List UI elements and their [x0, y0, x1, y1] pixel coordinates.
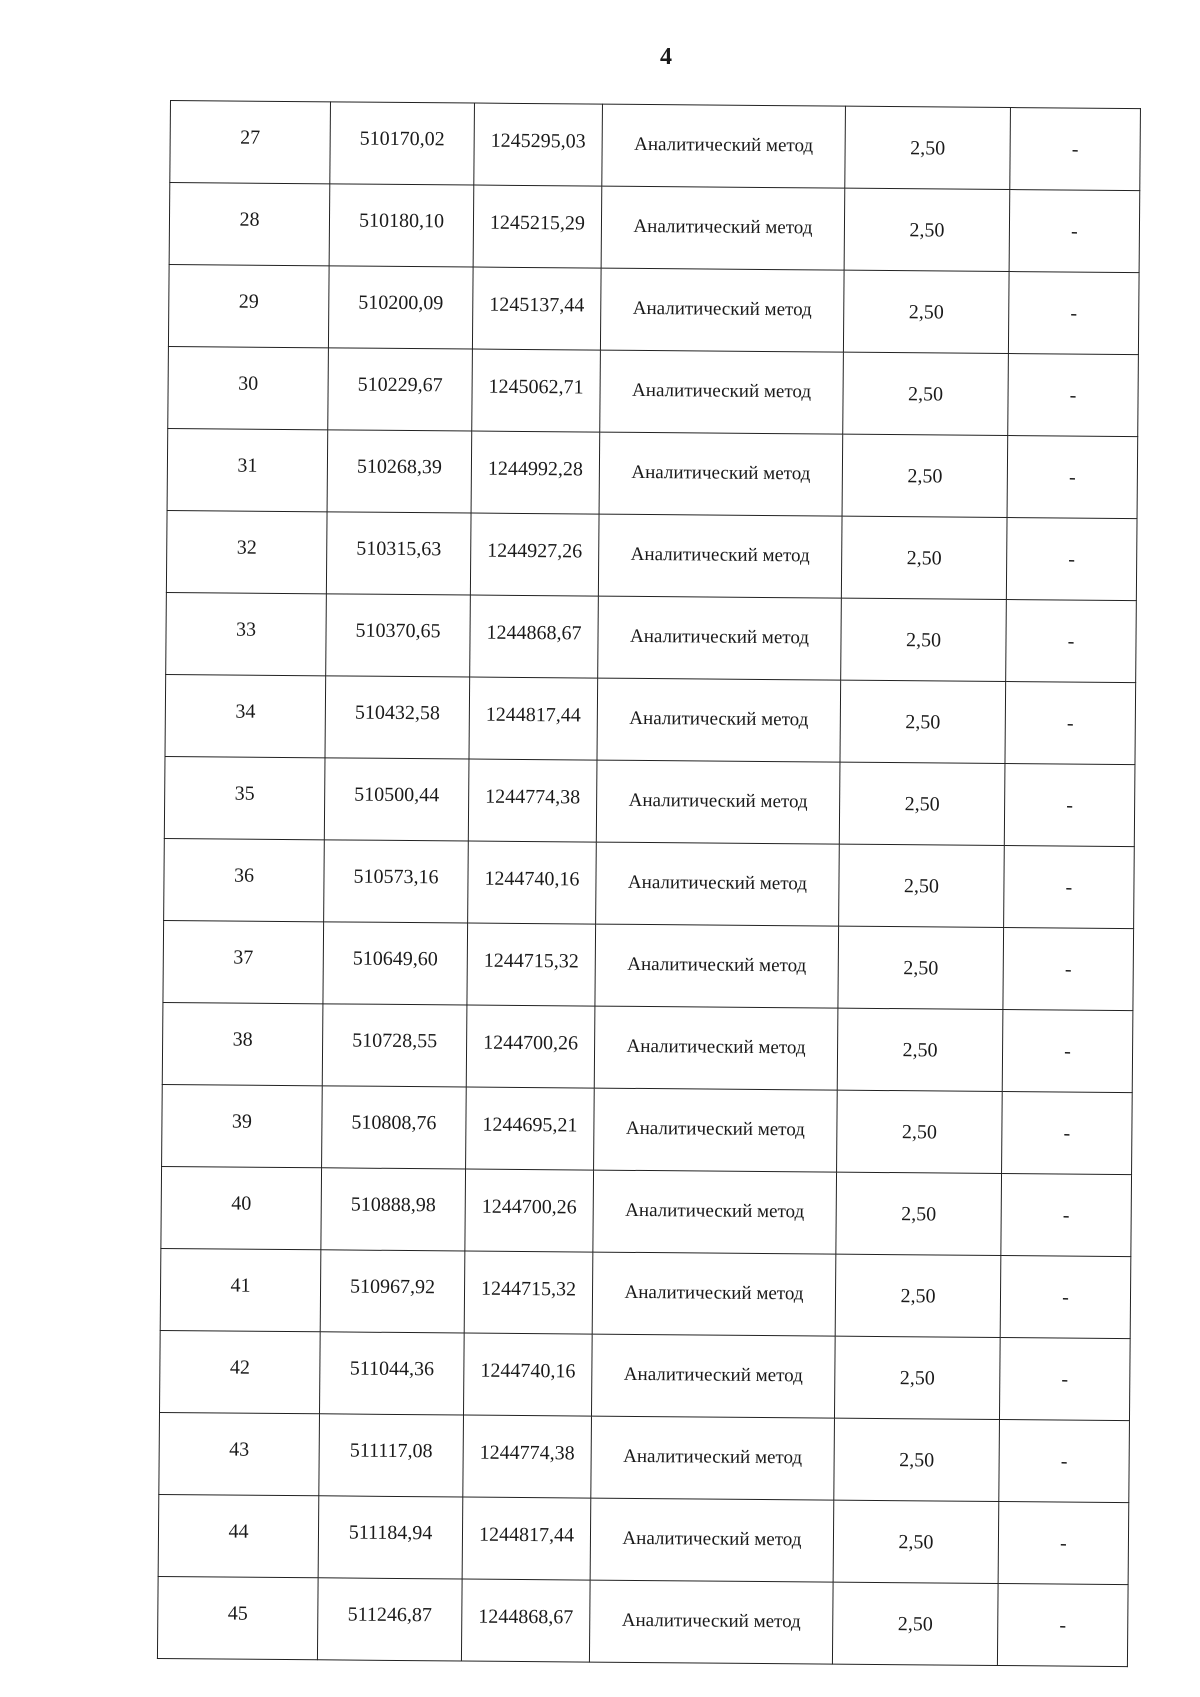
point-number-cell: 30 — [168, 346, 329, 429]
accuracy-cell: 2,50 — [843, 352, 1009, 435]
method-cell: Аналитический метод — [591, 1416, 835, 1500]
method-cell: Аналитический метод — [591, 1334, 835, 1418]
accuracy-cell: 2,50 — [837, 1008, 1003, 1091]
point-number-cell: 40 — [161, 1166, 322, 1249]
accuracy-cell: 2,50 — [836, 1172, 1002, 1255]
y-coordinate-cell: 1244817,44 — [462, 1497, 591, 1580]
x-coordinate-cell: 511044,36 — [319, 1332, 464, 1415]
table-row — [159, 1412, 1130, 1502]
x-coordinate-cell: 510728,55 — [322, 1004, 467, 1087]
y-coordinate-cell: 1244715,32 — [467, 923, 596, 1006]
note-cell: - — [1002, 1092, 1133, 1175]
x-coordinate-cell: 510500,44 — [324, 758, 469, 841]
method-cell: Аналитический метод — [593, 1170, 837, 1254]
y-coordinate-cell: 1244700,26 — [466, 1005, 595, 1088]
y-coordinate-cell: 1244927,26 — [470, 513, 599, 596]
table-row — [169, 183, 1140, 273]
x-coordinate-cell: 510229,67 — [328, 348, 473, 431]
y-coordinate-cell: 1244774,38 — [463, 1415, 592, 1498]
note-cell: - — [1003, 928, 1134, 1011]
x-coordinate-cell: 511117,08 — [319, 1414, 464, 1497]
y-coordinate-cell: 1244868,67 — [461, 1579, 590, 1662]
y-coordinate-cell: 1244740,16 — [463, 1333, 592, 1416]
note-cell: - — [1000, 1256, 1131, 1339]
accuracy-cell: 2,50 — [834, 1418, 1000, 1501]
method-cell: Аналитический метод — [596, 842, 840, 926]
method-cell: Аналитический метод — [594, 1006, 838, 1090]
x-coordinate-cell: 510432,58 — [325, 676, 470, 759]
y-coordinate-cell: 1244868,67 — [470, 595, 599, 678]
x-coordinate-cell: 510888,98 — [321, 1168, 466, 1251]
point-number-cell: 29 — [168, 264, 329, 347]
table-row — [163, 920, 1134, 1010]
accuracy-cell: 2,50 — [833, 1500, 999, 1583]
table-row — [161, 1166, 1132, 1256]
note-cell: - — [1004, 764, 1135, 847]
y-coordinate-cell: 1244740,16 — [468, 841, 597, 924]
accuracy-cell: 2,50 — [842, 434, 1008, 517]
method-cell: Аналитический метод — [602, 104, 846, 188]
page-number: 4 — [660, 44, 672, 70]
point-number-cell: 35 — [164, 756, 325, 839]
table-row — [162, 1002, 1133, 1092]
note-cell: - — [1008, 354, 1139, 437]
table-row — [162, 1084, 1133, 1174]
y-coordinate-cell: 1244700,26 — [465, 1169, 594, 1252]
table-row — [167, 428, 1138, 518]
x-coordinate-cell: 511184,94 — [318, 1496, 463, 1579]
note-cell: - — [1010, 108, 1141, 191]
table-row — [166, 592, 1137, 682]
method-cell: Аналитический метод — [600, 350, 844, 434]
point-number-cell: 27 — [170, 101, 331, 184]
method-cell: Аналитический метод — [599, 432, 843, 516]
accuracy-cell: 2,50 — [839, 762, 1005, 845]
method-cell: Аналитический метод — [594, 1088, 838, 1172]
y-coordinate-cell: 1245295,03 — [474, 103, 603, 186]
y-coordinate-cell: 1244817,44 — [469, 677, 598, 760]
note-cell: - — [1008, 272, 1139, 355]
method-cell: Аналитический метод — [600, 268, 844, 352]
y-coordinate-cell: 1244774,38 — [468, 759, 597, 842]
point-number-cell: 36 — [164, 838, 325, 921]
accuracy-cell: 2,50 — [843, 270, 1009, 353]
note-cell: - — [999, 1337, 1130, 1420]
method-cell: Аналитический метод — [596, 760, 840, 844]
table-row — [170, 101, 1141, 191]
point-number-cell: 41 — [160, 1248, 321, 1331]
x-coordinate-cell: 510315,63 — [326, 512, 471, 595]
y-coordinate-cell: 1245137,44 — [472, 267, 601, 350]
point-number-cell: 43 — [159, 1412, 320, 1495]
note-cell: - — [1007, 436, 1138, 519]
point-number-cell: 33 — [166, 592, 327, 675]
note-cell: - — [1001, 1174, 1132, 1257]
table-row — [160, 1248, 1131, 1338]
table-row — [157, 1576, 1128, 1666]
accuracy-cell: 2,50 — [832, 1582, 998, 1665]
method-cell: Аналитический метод — [589, 1580, 833, 1664]
x-coordinate-cell: 510268,39 — [327, 430, 472, 513]
note-cell: - — [1005, 682, 1136, 765]
x-coordinate-cell: 511246,87 — [317, 1578, 462, 1661]
x-coordinate-cell: 510808,76 — [322, 1086, 467, 1169]
y-coordinate-cell: 1245215,29 — [473, 185, 602, 268]
y-coordinate-cell: 1244992,28 — [471, 431, 600, 514]
table-row — [164, 838, 1135, 928]
x-coordinate-cell: 510573,16 — [324, 840, 469, 923]
note-cell: - — [999, 1419, 1130, 1502]
note-cell: - — [1002, 1010, 1133, 1093]
coordinates-table-container — [157, 100, 1140, 1667]
method-cell: Аналитический метод — [598, 514, 842, 598]
method-cell: Аналитический метод — [597, 678, 841, 762]
point-number-cell: 38 — [162, 1002, 323, 1085]
x-coordinate-cell: 510170,02 — [330, 102, 475, 185]
table-row — [166, 510, 1137, 600]
note-cell: - — [1006, 600, 1137, 683]
accuracy-cell: 2,50 — [839, 844, 1005, 927]
note-cell: - — [997, 1583, 1128, 1666]
accuracy-cell: 2,50 — [845, 106, 1011, 189]
x-coordinate-cell: 510200,09 — [328, 266, 473, 349]
method-cell: Аналитический метод — [601, 186, 845, 270]
accuracy-cell: 2,50 — [844, 188, 1010, 271]
note-cell: - — [1009, 190, 1140, 273]
accuracy-cell: 2,50 — [838, 926, 1004, 1009]
point-number-cell: 45 — [157, 1576, 318, 1659]
accuracy-cell: 2,50 — [840, 680, 1006, 763]
table-body — [157, 101, 1140, 1667]
note-cell: - — [998, 1501, 1129, 1584]
table-row — [164, 756, 1135, 846]
accuracy-cell: 2,50 — [837, 1090, 1003, 1173]
y-coordinate-cell: 1244695,21 — [466, 1087, 595, 1170]
y-coordinate-cell: 1245062,71 — [472, 349, 601, 432]
table-row — [158, 1494, 1129, 1584]
table-row — [168, 264, 1139, 354]
x-coordinate-cell: 510649,60 — [323, 922, 468, 1005]
point-number-cell: 37 — [163, 920, 324, 1003]
accuracy-cell: 2,50 — [835, 1254, 1001, 1337]
point-number-cell: 34 — [165, 674, 326, 757]
method-cell: Аналитический метод — [595, 924, 839, 1008]
accuracy-cell: 2,50 — [841, 598, 1007, 681]
table-row — [168, 346, 1139, 436]
point-number-cell: 42 — [160, 1330, 321, 1413]
method-cell: Аналитический метод — [590, 1498, 834, 1582]
point-number-cell: 39 — [162, 1084, 323, 1167]
method-cell: Аналитический метод — [598, 596, 842, 680]
x-coordinate-cell: 510370,65 — [326, 594, 471, 677]
note-cell: - — [1006, 518, 1137, 601]
x-coordinate-cell: 510180,10 — [329, 184, 474, 267]
accuracy-cell: 2,50 — [834, 1336, 1000, 1419]
table-row — [165, 674, 1136, 764]
note-cell: - — [1004, 846, 1135, 929]
x-coordinate-cell: 510967,92 — [320, 1250, 465, 1333]
point-number-cell: 31 — [167, 428, 328, 511]
accuracy-cell: 2,50 — [841, 516, 1007, 599]
point-number-cell: 44 — [158, 1494, 319, 1577]
coordinates-table — [157, 100, 1141, 1667]
y-coordinate-cell: 1244715,32 — [464, 1251, 593, 1334]
point-number-cell: 32 — [166, 510, 327, 593]
method-cell: Аналитический метод — [592, 1252, 836, 1336]
point-number-cell: 28 — [169, 183, 330, 266]
table-row — [160, 1330, 1131, 1420]
